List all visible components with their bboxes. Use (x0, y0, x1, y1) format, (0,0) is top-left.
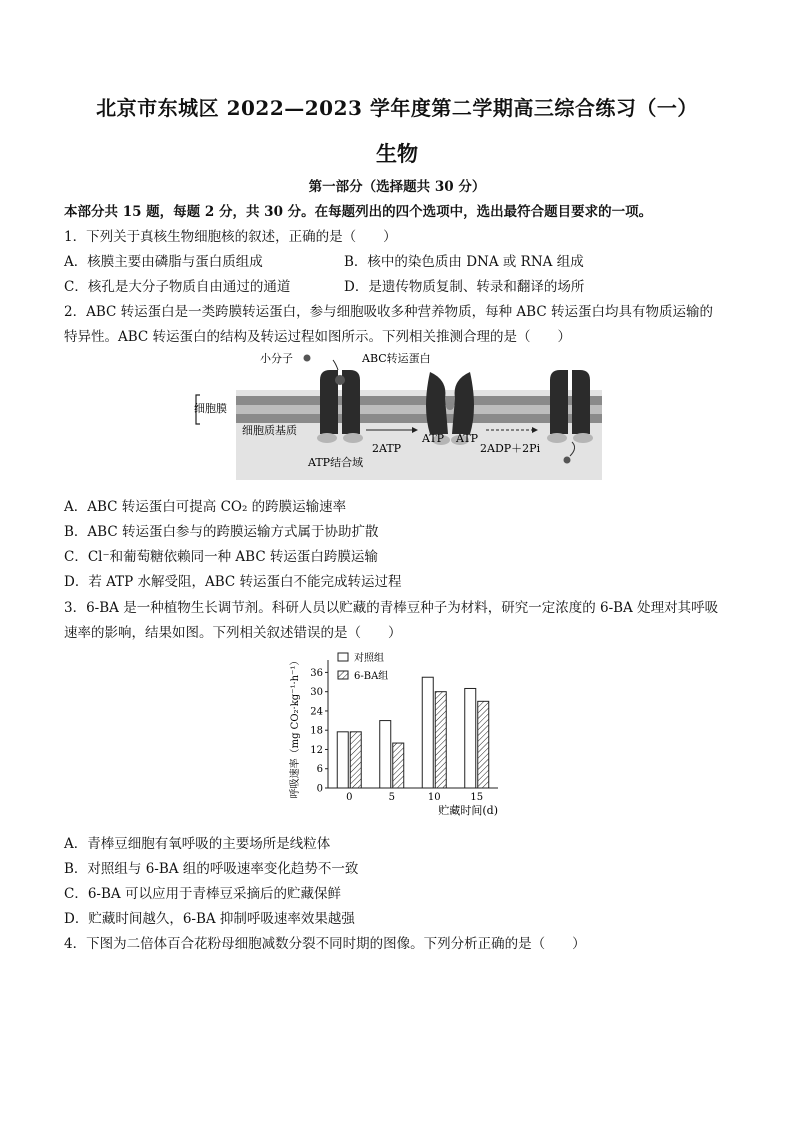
bar (478, 701, 489, 788)
exam-subject: 生物 (376, 141, 418, 166)
y-tick-label: 18 (310, 725, 323, 737)
q3-option-a: A．青棒豆细胞有氧呼吸的主要场所是线粒体 (64, 836, 331, 852)
q3-option-c: C．6-BA 可以应用于青棒豆采摘后的贮藏保鲜 (64, 886, 341, 902)
bar (465, 688, 476, 788)
atp-domain-left (317, 433, 337, 443)
membrane-middle-layer (236, 405, 602, 414)
q1-stem: 1．下列关于真核生物细胞核的叙述，正确的是（ ） (64, 229, 397, 245)
membrane-lower-layer (236, 414, 602, 423)
section-instructions: 本部分共 15 题，每题 2 分，共 30 分。在每题列出的四个选项中，选出最符合题目要求的一项。 (64, 204, 653, 220)
y-tick-label: 36 (310, 667, 323, 679)
y-tick-label: 30 (310, 687, 323, 699)
q2-option-a: A．ABC 转运蛋白可提高 CO₂ 的跨膜运输速率 (64, 499, 347, 515)
q2-option-d: D．若 ATP 水解受阻，ABC 转运蛋白不能完成转运过程 (64, 574, 402, 590)
label-2adp: 2ADP＋2Pi (480, 442, 541, 455)
q4-stem: 4．下图为二倍体百合花粉母细胞减数分裂不同时期的图像。下列分析正确的是（ ） (64, 936, 586, 952)
label-cell-membrane: 细胞膜 (194, 402, 227, 415)
y-tick-label: 6 (316, 764, 323, 776)
section-heading: 第一部分（选择题共 30 分） (308, 179, 486, 195)
q1-option-a: A．核膜主要由磷脂与蛋白质组成 (64, 254, 263, 270)
bar (435, 692, 446, 788)
label-atp-left: ATP (422, 432, 445, 445)
y-tick-label: 0 (316, 783, 323, 795)
bar (393, 743, 404, 788)
label-abc-protein: ABC转运蛋白 (362, 352, 431, 365)
label-atp-binding-domain: ATP结合域 (308, 456, 364, 469)
x-tick-label: 15 (470, 792, 484, 803)
exam-title: 北京市东城区 2022—2023 学年度第二学期高三综合练习（一） (96, 96, 698, 120)
q2-option-b: B．ABC 转运蛋白参与的跨膜运输方式属于协助扩散 (64, 524, 379, 540)
label-cytoplasm: 细胞质基质 (242, 424, 297, 437)
bound-molecule-dot (335, 375, 345, 385)
bar (337, 732, 348, 788)
q1-option-b: B．核中的染色质由 DNA 或 RNA 组成 (344, 254, 584, 270)
legend-swatch (338, 653, 348, 661)
entry-arrow (333, 360, 338, 370)
chart-y-axis-label: 呼吸速率（mg CO₂·kg⁻¹·h⁻¹） (290, 655, 301, 799)
q3-option-d: D．贮藏时间越久，6-BA 抑制呼吸速率效果越强 (64, 911, 355, 927)
legend-label: 对照组 (354, 653, 384, 664)
x-tick-label: 0 (346, 792, 353, 803)
bar (350, 732, 361, 788)
q3-stem-line1: 3．6-BA 是一种植物生长调节剂。科研人员以贮藏的青棒豆种子为材料，研究一定浓度的 6-BA 处理对其呼吸 (64, 600, 719, 616)
y-tick-label: 12 (310, 744, 323, 756)
respiration-rate-chart (286, 650, 516, 825)
abc-transporter-diagram (190, 348, 610, 488)
q3-option-b: B．对照组与 6-BA 组的呼吸速率变化趋势不一致 (64, 861, 359, 877)
atp-domain-left-3 (547, 433, 567, 443)
chart-legend (338, 651, 388, 682)
q2-option-c: C．Cl⁻和葡萄糖依赖同一种 ABC 转运蛋白跨膜运输 (64, 549, 378, 565)
q1-option-c: C．核孔是大分子物质自由通过的通道 (64, 279, 291, 295)
label-small-molecule: 小分子 (260, 352, 293, 365)
x-tick-label: 10 (427, 792, 441, 803)
bar (422, 677, 433, 788)
y-tick-label: 24 (310, 706, 323, 718)
x-tick-label: 5 (388, 792, 395, 803)
label-2atp: 2ATP (372, 442, 402, 455)
q3-stem-line2: 速率的影响，结果如图。下列相关叙述错误的是（ ） (64, 625, 402, 641)
released-molecule-dot (564, 457, 571, 464)
label-atp-right: ATP (456, 432, 479, 445)
molecule-in-channel (446, 402, 454, 410)
membrane-upper-layer (236, 396, 602, 405)
atp-domain-right-3 (573, 433, 593, 443)
q2-stem-line1: 2．ABC 转运蛋白是一类跨膜转运蛋白，参与细胞吸收多种营养物质，每种 ABC 转运蛋白均具有物质运输的 (64, 304, 713, 320)
atp-domain-right (343, 433, 363, 443)
q1-option-d: D．是遗传物质复制、转录和翻译的场所 (344, 279, 585, 295)
bar (380, 721, 391, 788)
legend-swatch (338, 671, 348, 679)
small-molecule-dot (304, 355, 311, 362)
legend-label: 6-BA组 (354, 671, 389, 682)
chart-x-axis-label: 贮藏时间(d) (438, 804, 498, 817)
q2-stem-line2: 特异性。ABC 转运蛋白的结构及转运过程如图所示。下列相关推测合理的是（ ） (64, 329, 572, 345)
